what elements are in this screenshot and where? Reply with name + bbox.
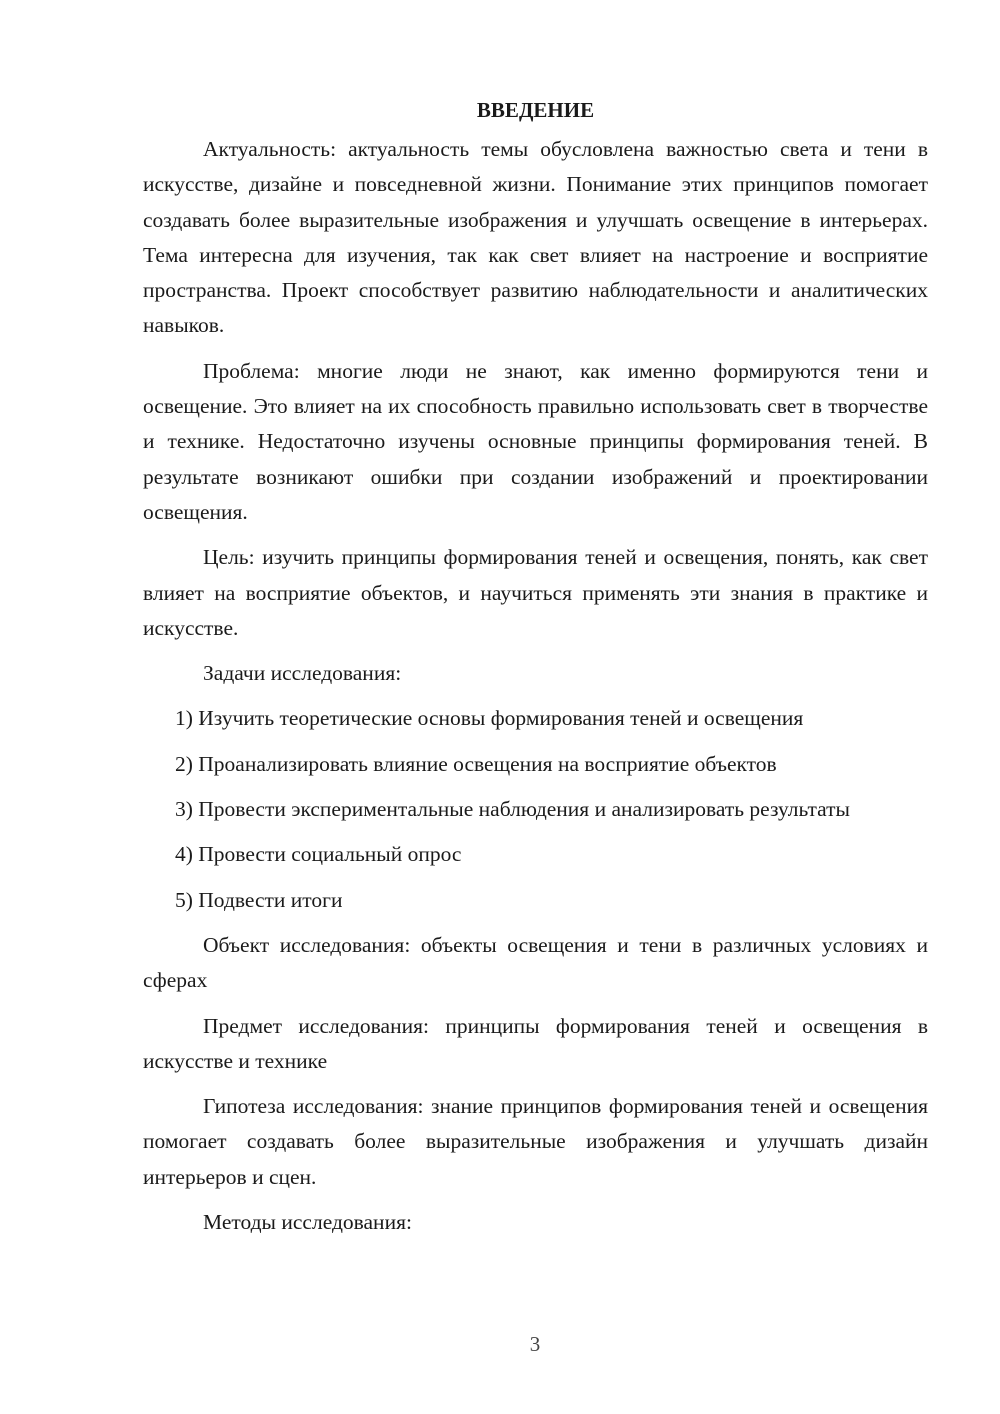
task-item-2: 2) Проанализировать влияние освещения на восприятие объектов [175,751,777,776]
page-number: 3 [529,1332,541,1356]
goal-paragraph: Цель: изучить принципы формирования теней и освещения, понять, как свет влияет на восприятие объектов, и научиться применять эти знания в практике и искусстве. [143,545,928,640]
task-item-5: 5) Подвести итоги [175,887,343,912]
task-item-4: 4) Провести социальный опрос [175,842,462,867]
relevance-paragraph: Актуальность: актуальность темы обусловлена важностью света и тени в искусстве, дизайне и повседневной жизни. Понимание этих принципов помогает создавать более выразительные изображения и улучшать освещение в интерьерах. Тема интересна для изучения, так как свет влияет на настроение и восприятие пространства. Проект способствует развитию наблюдательности и аналитических навыков. [143,137,928,338]
problem-paragraph: Проблема: многие люди не знают, как именно формируются тени и освещение. Это влияет на их способность правильно использовать свет в творчестве и технике. Недостаточно изучены основные принципы формирования теней. В результате возникают ошибки при создании изображений и проектировании освещения. [143,358,928,524]
task-item-3: 3) Провести экспериментальные наблюдения и анализировать результаты [175,797,851,822]
subject-paragraph: Предмет исследования: принципы формирования теней и освещения в искусстве и технике [143,1013,928,1073]
section-title: ВВЕДЕНИЕ [476,98,595,122]
task-item-1: 1) Изучить теоретические основы формирования теней и освещения [175,706,804,731]
tasks-heading: Задачи исследования: [203,661,402,686]
object-paragraph: Объект исследования: объекты освещения и тени в различных условиях и сферах [143,932,928,993]
document-page [143,92,928,1250]
hypothesis-paragraph: Гипотеза исследования: знание принципов формирования теней и освещения помогает создавать более выразительные изображения и улучшать дизайн интерьеров и сцен. [143,1094,928,1189]
methods-heading: Методы исследования: [203,1210,412,1235]
